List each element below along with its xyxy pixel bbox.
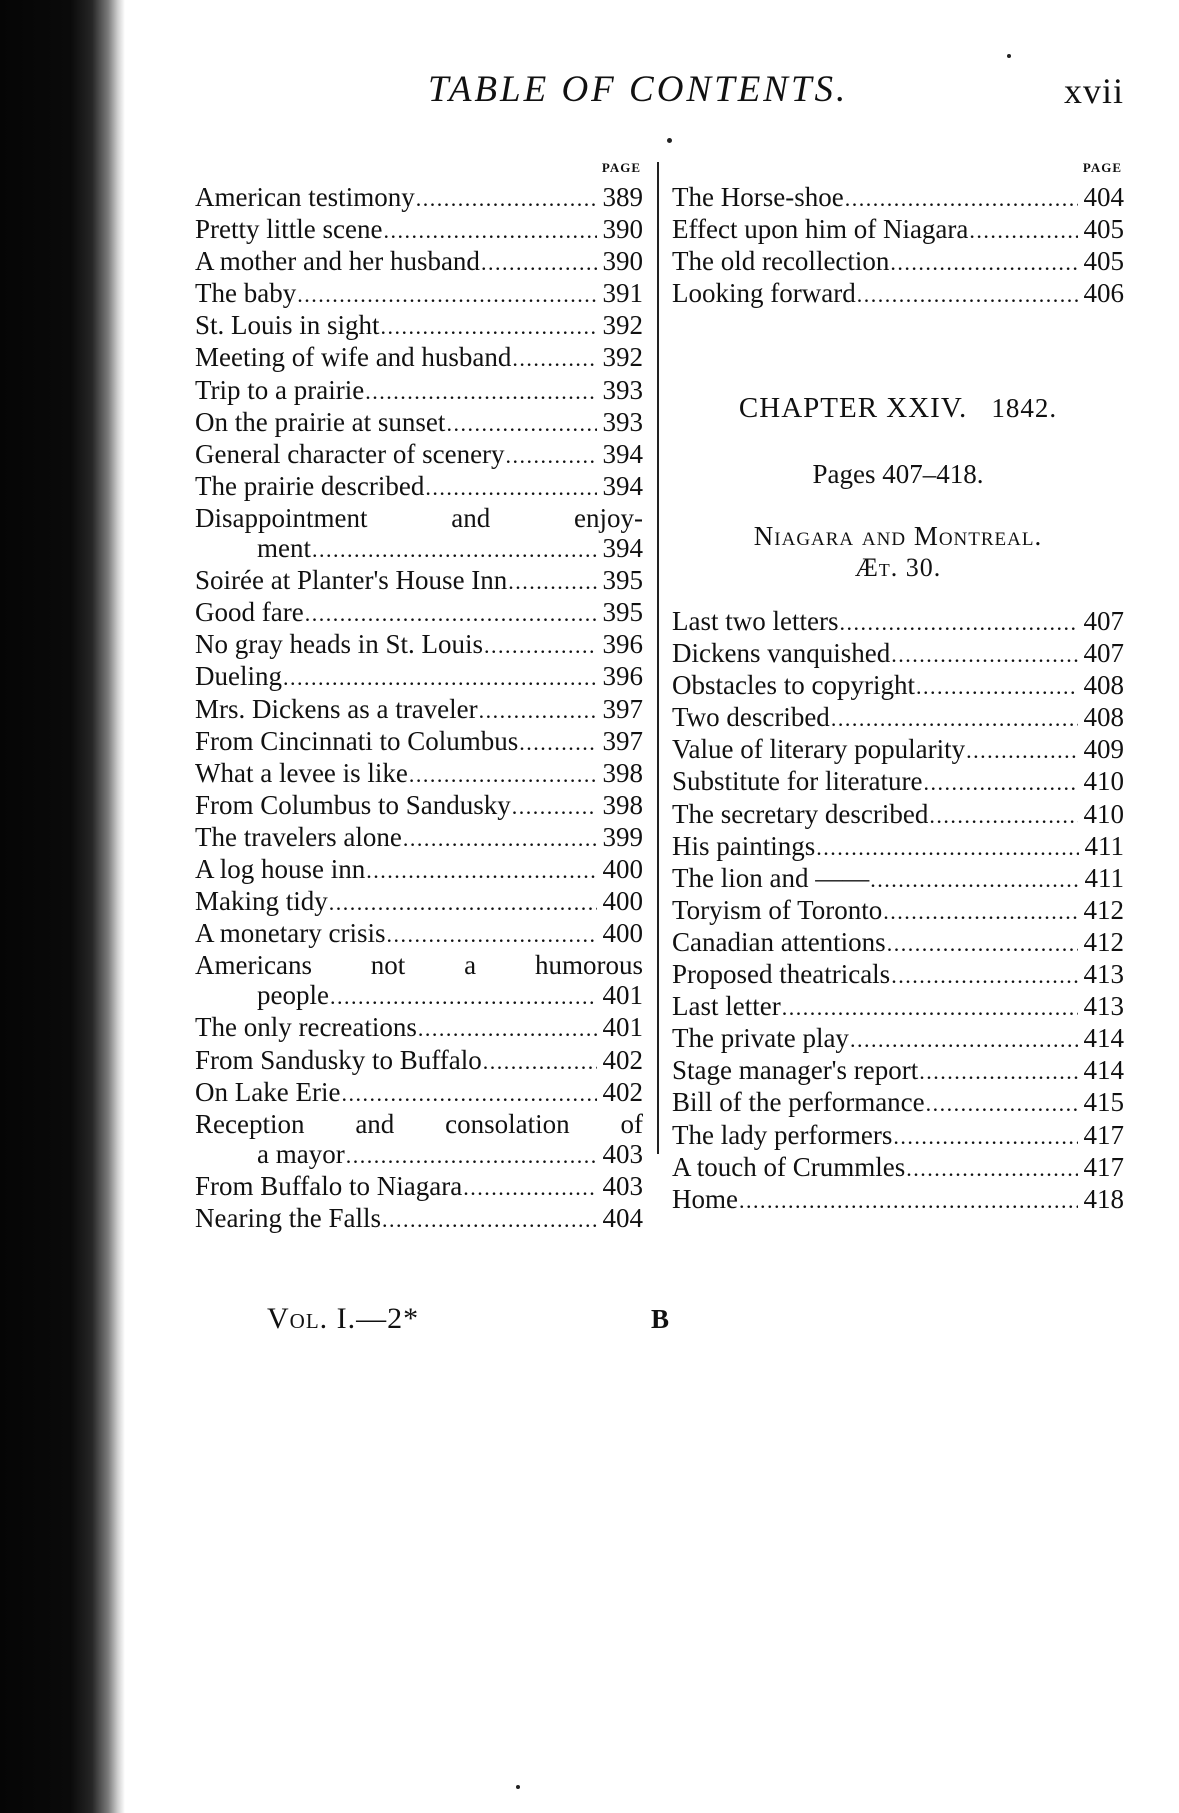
scanned-page-edge [0, 0, 125, 1813]
toc-list-left [195, 182, 643, 1235]
toc-entry-label: From Cincinnati to Columbus [195, 725, 519, 756]
toc-entry [672, 182, 1124, 214]
toc-list-right [672, 606, 1124, 1216]
toc-entry [195, 918, 643, 950]
toc-entry-page: 393 [602, 406, 643, 437]
dot-leader [891, 961, 1077, 991]
toc-entry-label: Obstacles to copyright [672, 670, 915, 701]
gathering-letter: B [651, 1304, 670, 1334]
toc-entry-page: 389 [602, 182, 643, 212]
toc-entry [195, 597, 643, 629]
toc-entry [195, 246, 643, 278]
dot-leader [850, 1025, 1078, 1055]
toc-entry-page: 417 [1083, 1151, 1124, 1182]
toc-entry-label: The baby [195, 278, 297, 309]
toc-entry [195, 565, 643, 597]
toc-entry-label: Making tidy [195, 886, 328, 917]
toc-entry-label: A log house inn [195, 853, 366, 884]
toc-entry-label: The lion and —— [672, 862, 870, 893]
dot-leader [341, 1079, 596, 1109]
toc-entry-page: 395 [602, 565, 643, 596]
dot-leader [383, 216, 596, 246]
toc-entry [195, 1139, 643, 1171]
dot-leader [857, 280, 1078, 310]
chapter-heading [672, 392, 1124, 425]
dot-leader [283, 663, 597, 693]
toc-entry-label: From Sandusky to Buffalo [195, 1044, 482, 1075]
dot-leader [969, 216, 1077, 246]
toc-entry-page: 402 [602, 1076, 643, 1107]
toc-entry-label: A touch of Crummles [672, 1151, 906, 1182]
toc-entry-page: 395 [602, 597, 643, 628]
page-column-label: PAGE [601, 160, 641, 175]
toc-entry [672, 1055, 1124, 1087]
dot-leader [519, 728, 596, 758]
toc-entry-page: 393 [602, 374, 643, 405]
toc-entry-label: General character of scenery [195, 438, 505, 469]
toc-entry-label: From Buffalo to Niagara [195, 1170, 463, 1201]
dot-leader [418, 1014, 597, 1044]
toc-list-right-top-wrap [672, 182, 1124, 310]
toc-entry-label: Bill of the performance [672, 1087, 925, 1118]
toc-entry [195, 790, 643, 822]
dot-leader [346, 1141, 597, 1171]
page-number: xvii [1064, 71, 1125, 111]
toc-entry-page: 409 [1083, 734, 1124, 765]
dot-leader [870, 865, 1078, 895]
toc-entry [195, 439, 643, 471]
toc-entry [195, 182, 643, 214]
toc-entry-label: What a levee is like [195, 757, 408, 788]
toc-entry [195, 342, 643, 374]
dot-leader [890, 248, 1077, 278]
toc-entry-page: 414 [1083, 1023, 1124, 1054]
toc-entry-label: The Horse-shoe [672, 182, 844, 212]
toc-entry-page: 414 [1083, 1055, 1124, 1086]
toc-entry-label: Proposed theatricals [672, 959, 891, 990]
toc-entry-page: 405 [1083, 246, 1124, 277]
toc-entry-label: Substitute for literature [672, 766, 923, 797]
dot-leader [739, 1186, 1078, 1216]
dot-leader [512, 344, 596, 374]
toc-entry-first-line [195, 503, 643, 533]
toc-entry [195, 629, 643, 661]
toc-entry-label: The old recollection [672, 246, 890, 277]
toc-entry-label: Mrs. Dickens as a traveler [195, 693, 478, 724]
toc-entry-label: Two described [672, 702, 830, 733]
toc-entry-page: 406 [1083, 278, 1124, 309]
dot-leader [508, 567, 596, 597]
toc-entry-page: 397 [602, 725, 643, 756]
toc-entry [195, 1045, 643, 1077]
ink-speck [516, 1785, 520, 1789]
toc-entry [672, 638, 1124, 670]
toc-entry-label: A mother and her husband [195, 246, 480, 277]
toc-entry [672, 766, 1124, 798]
toc-entry-label: A monetary crisis [195, 918, 386, 949]
toc-entry [195, 1171, 643, 1203]
toc-entry-label: The prairie described [195, 470, 425, 501]
toc-entry [195, 471, 643, 503]
toc-entry-page: 410 [1083, 766, 1124, 797]
dot-leader [782, 993, 1078, 1023]
toc-entry-page: 410 [1083, 798, 1124, 829]
toc-entry-page: 403 [602, 1138, 643, 1169]
toc-entry-first-line [195, 950, 643, 980]
dot-leader [906, 1154, 1077, 1184]
toc-entry-page: 401 [602, 980, 643, 1011]
toc-entry [195, 1077, 643, 1109]
running-title: TABLE OF CONTENTS. [428, 69, 849, 110]
toc-entry [672, 670, 1124, 702]
toc-entry-page: 390 [602, 214, 643, 245]
dot-leader [831, 704, 1078, 734]
dot-leader [381, 312, 597, 342]
toc-entry-page: 399 [602, 821, 643, 852]
dot-leader [403, 824, 597, 854]
toc-entry [672, 863, 1124, 895]
dot-leader [409, 760, 597, 790]
toc-entry [672, 799, 1124, 831]
toc-entry-label: The private play [672, 1023, 849, 1054]
chapter-pages: Pages 407–418. [812, 459, 984, 489]
toc-entry [672, 246, 1124, 278]
toc-entry [195, 375, 643, 407]
toc-entry [672, 1152, 1124, 1184]
toc-entry [195, 1012, 643, 1044]
toc-entry [672, 1087, 1124, 1119]
toc-entry [195, 278, 643, 310]
toc-entry [672, 831, 1124, 863]
toc-entry-page: 400 [602, 918, 643, 949]
toc-entry-label: a mayor [257, 1138, 345, 1169]
toc-entry-page: 400 [602, 886, 643, 917]
toc-entry-page: 404 [1083, 182, 1124, 212]
toc-entry [195, 758, 643, 790]
toc-entry-label: Disappointment and enjoy- [195, 502, 643, 533]
toc-entry-page: 415 [1083, 1087, 1124, 1118]
toc-entry-label: Nearing the Falls [195, 1203, 381, 1233]
toc-entry-page: 392 [602, 342, 643, 373]
toc-list-right-wrap [672, 606, 1124, 1216]
toc-entry-label: Meeting of wife and husband [195, 342, 512, 373]
toc-entry-label: No gray heads in St. Louis [195, 629, 483, 660]
toc-entry-page: 398 [602, 789, 643, 820]
dot-leader [512, 792, 597, 822]
dot-leader [919, 1057, 1077, 1087]
toc-entry-label: The secretary described [672, 798, 929, 829]
contents-column-right [672, 160, 1124, 182]
signature-mark: Vol. I.—2* [267, 1302, 420, 1335]
dot-leader [506, 441, 597, 471]
toc-entry [195, 214, 643, 246]
dot-leader [329, 888, 597, 918]
toc-entry-label: From Columbus to Sandusky [195, 789, 511, 820]
toc-entry [195, 407, 643, 439]
toc-entry-label: On the prairie at sunset [195, 406, 446, 437]
toc-entry-page: 417 [1083, 1119, 1124, 1150]
dot-leader [887, 929, 1078, 959]
toc-entry-page: 394 [602, 470, 643, 501]
toc-entry-label: Dickens vanquished [672, 638, 891, 669]
toc-entry-page: 411 [1084, 862, 1124, 893]
toc-entry-label: Soirée at Planter's House Inn [195, 565, 508, 596]
dot-leader [305, 599, 597, 629]
dot-leader [845, 184, 1078, 214]
toc-entry [195, 886, 643, 918]
toc-entry-label: On Lake Erie [195, 1076, 341, 1107]
toc-entry-label: Effect upon him of Niagara [672, 214, 969, 245]
dot-leader [883, 897, 1077, 927]
dot-leader [891, 640, 1077, 670]
dot-leader [297, 280, 596, 310]
dot-leader [483, 1047, 597, 1077]
chapter-subject: Niagara and Montreal. [753, 521, 1043, 551]
ink-speck [667, 138, 672, 143]
toc-entry [672, 1023, 1124, 1055]
toc-entry-label: ment [257, 533, 311, 564]
toc-entry-page: 402 [602, 1044, 643, 1075]
toc-entry-page: 412 [1083, 926, 1124, 957]
dot-leader [366, 856, 596, 886]
toc-entry-page: 396 [602, 661, 643, 692]
chapter-year: 1842. [991, 393, 1058, 423]
toc-entry [195, 310, 643, 342]
contents-column-left [195, 160, 643, 1235]
toc-entry-label: American testimony [195, 182, 415, 212]
toc-entry-label: The only recreations [195, 1012, 417, 1043]
toc-entry-page: 412 [1083, 894, 1124, 925]
toc-entry-page: 404 [602, 1203, 643, 1233]
toc-entry-label: Good fare [195, 597, 304, 628]
ink-speck [1007, 54, 1011, 58]
dot-leader [463, 1173, 596, 1203]
toc-entry-page: 401 [602, 1012, 643, 1043]
toc-entry [672, 1184, 1124, 1216]
dot-leader [365, 377, 596, 407]
toc-entry [195, 661, 643, 693]
toc-entry-page: 407 [1083, 638, 1124, 669]
dot-leader [330, 982, 597, 1012]
toc-entry-page: 403 [602, 1170, 643, 1201]
toc-entry-page: 397 [602, 693, 643, 724]
toc-entry-label: Pretty little scene [195, 214, 383, 245]
toc-entry [672, 278, 1124, 310]
page-column-label: PAGE [1082, 160, 1122, 175]
dot-leader [479, 696, 597, 726]
toc-entry-page: 398 [602, 757, 643, 788]
toc-entry-first-line [195, 1109, 643, 1139]
toc-entry-label: The lady performers [672, 1119, 893, 1150]
dot-leader [386, 920, 596, 950]
toc-entry-page: 396 [602, 629, 643, 660]
toc-entry [672, 214, 1124, 246]
dot-leader [839, 608, 1077, 638]
toc-entry-label: Trip to a prairie [195, 374, 365, 405]
toc-entry [195, 694, 643, 726]
toc-entry-page: 400 [602, 853, 643, 884]
toc-entry-page: 394 [602, 438, 643, 469]
toc-entry-label: St. Louis in sight [195, 310, 380, 341]
dot-leader [893, 1122, 1077, 1152]
dot-leader [481, 248, 597, 278]
toc-entry-label: Last two letters [672, 606, 839, 636]
dot-leader [484, 631, 597, 661]
column-divider [657, 162, 659, 1154]
toc-entry-label: Value of literary popularity [672, 734, 966, 765]
toc-entry-label: The travelers alone [195, 821, 402, 852]
toc-entry [195, 533, 643, 565]
dot-leader [382, 1205, 597, 1235]
dot-leader [446, 409, 596, 439]
chapter-age: Æt. 30. [854, 553, 942, 582]
toc-entry-page: 405 [1083, 214, 1124, 245]
toc-entry-page: 391 [602, 278, 643, 309]
dot-leader [966, 736, 1077, 766]
toc-entry-page: 390 [602, 246, 643, 277]
toc-entry [672, 895, 1124, 927]
toc-entry-label: Reception and consolation of [195, 1108, 643, 1139]
toc-entry-label: His paintings [672, 830, 816, 861]
toc-entry [672, 606, 1124, 638]
toc-entry-label: Americans not a humorous [195, 950, 643, 981]
toc-entry-label: Canadian attentions [672, 926, 886, 957]
dot-leader [923, 768, 1077, 798]
toc-entry-page: 413 [1083, 991, 1124, 1022]
toc-entry-label: Last letter [672, 991, 781, 1022]
toc-entry [672, 991, 1124, 1023]
toc-entry [672, 927, 1124, 959]
dot-leader [416, 184, 597, 214]
toc-entry [672, 734, 1124, 766]
toc-entry-page: 392 [602, 310, 643, 341]
toc-entry [195, 980, 643, 1012]
toc-entry-label: Toryism of Toronto [672, 894, 883, 925]
toc-entry-page: 418 [1083, 1183, 1124, 1214]
toc-entry [672, 1120, 1124, 1152]
toc-entry [672, 959, 1124, 991]
toc-entry-label: Dueling [195, 661, 282, 692]
toc-entry-page: 408 [1083, 670, 1124, 701]
toc-entry-page: 408 [1083, 702, 1124, 733]
toc-entry-label: Stage manager's report [672, 1055, 919, 1086]
dot-leader [312, 535, 597, 565]
toc-entry-label: Home [672, 1183, 738, 1214]
toc-entry-label: people [257, 980, 329, 1011]
toc-entry-page: 407 [1083, 606, 1124, 636]
dot-leader [929, 801, 1077, 831]
toc-entry-page: 411 [1084, 830, 1124, 861]
toc-entry [195, 854, 643, 886]
toc-entry [195, 726, 643, 758]
toc-entry [672, 702, 1124, 734]
toc-entry [195, 1203, 643, 1235]
toc-entry-page: 413 [1083, 959, 1124, 990]
toc-list-right-top [672, 182, 1124, 310]
dot-leader [816, 833, 1078, 863]
toc-entry-label: Looking forward [672, 278, 856, 309]
dot-leader [926, 1089, 1078, 1119]
dot-leader [425, 473, 596, 503]
dot-leader [916, 672, 1078, 702]
toc-entry-page: 394 [602, 533, 643, 564]
toc-entry [195, 822, 643, 854]
chapter-title: CHAPTER XXIV. [738, 392, 968, 424]
